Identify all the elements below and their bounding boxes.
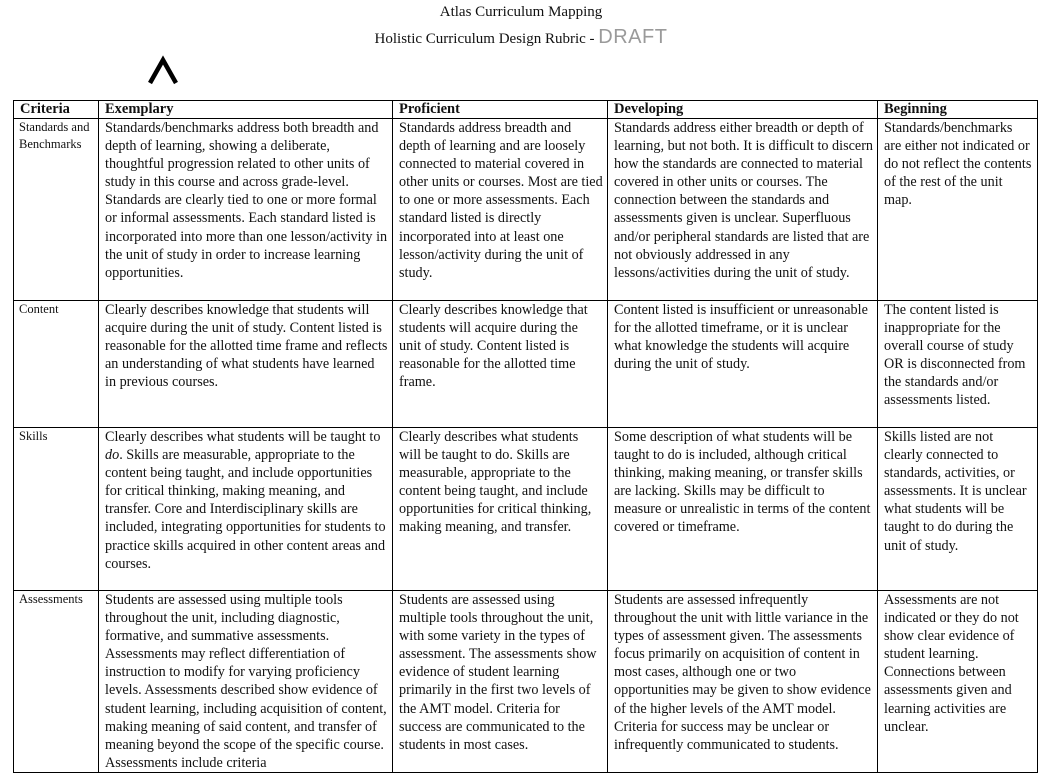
header-beginning: Beginning — [878, 101, 1038, 119]
table-row — [14, 119, 1038, 301]
table-row — [14, 428, 1038, 591]
criteria-cell: Content — [14, 301, 99, 428]
beginning-cell: Skills listed are not clearly connected to standards, activities, or assessments. It is unclear what students will be taught to do during the unit of study. — [878, 428, 1038, 591]
exemplary-cell: Standards/benchmarks address both breadth and depth of learning, showing a deliberate, thoughtful progression related to other units of study in this course and across grade-level. Standards are clearly tied to one or more formal or informal assessments. Each standard listed is incorporated into more than one lesson/activity in the unit of study in order to increase learning opportunities. — [99, 119, 393, 301]
developing-cell: Standards address either breadth or depth of learning, but not both. It is difficult to discern how the standards are connected to material covered in other units or courses. The connection between the standards and assessments given is unclear. Superfluous and/or peripheral standards are listed that are not obviously addressed in any lessons/activities during the unit of study. — [608, 119, 878, 301]
criteria-cell: Skills — [14, 428, 99, 591]
exemplary-text-start: Clearly describes what students will be taught to — [105, 429, 381, 445]
subtitle-text: Holistic Curriculum Design Rubric - — [374, 31, 599, 47]
beginning-cell: Standards/benchmarks are either not indicated or do not reflect the contents of the rest of the unit map. — [878, 119, 1038, 301]
emphasis-do: do — [105, 447, 120, 464]
proficient-cell: Clearly describes what students will be taught to do. Skills are measurable, appropriate to the content being taught, and include opportunities for critical thinking, making meaning, and transfer. — [393, 428, 608, 591]
exemplary-cell: Students are assessed using multiple tools throughout the unit, including diagnostic, formative, and summative assessments. Assessments may reflect differentiation of instruction to modify for varying proficiency levels. Assessments described show evidence of student learning, including acquisition of content, making meaning of said content, and transfer of meaning beyond the scope of the specific course. Assessments include criteria — [99, 591, 393, 773]
criteria-cell: Standards and Benchmarks — [14, 119, 99, 301]
document-title: Atlas Curriculum Mapping — [439, 4, 603, 20]
developing-cell: Students are assessed infrequently throughout the unit with little variance in the types of assessment given. The assessments focus primarily on acquisition of content in most cases, although one or two opportunities may be given to show evidence of the higher levels of the AMT model. Criteria for success may be unclear or infrequently communicated to students. — [608, 591, 878, 773]
rubric-table — [13, 100, 1038, 773]
proficient-cell: Standards address breadth and depth of learning and are loosely connected to material covered in other units or courses. Most are tied to one or more assessments. Each standard listed is directly incorporated into at least one lesson/activity during the unit of study. — [393, 119, 608, 301]
header-proficient: Proficient — [393, 101, 608, 119]
header-criteria: Criteria — [14, 101, 99, 119]
header-developing: Developing — [608, 101, 878, 119]
table-header-row — [14, 101, 1038, 119]
proficient-cell: Students are assessed using multiple tools throughout the unit, with some variety in the types of assessment. The assessments show evidence of student learning primarily in the first two levels of the AMT model. Criteria for success are communicated to the students in most cases. — [393, 591, 608, 773]
proficient-cell: Clearly describes knowledge that students will acquire during the unit of study. Content listed is reasonable for the allotted time frame. — [393, 301, 608, 428]
developing-cell: Some description of what students will be taught to do is included, although critical thinking, making meaning, or transfer skills are lacking. Skills may be difficult to measure or unrealistic in terms of the content covered or timeframe. — [608, 428, 878, 591]
beginning-cell: Assessments are not indicated or they do not show clear evidence of student learning. Connections between assessments given and learning activities are unclear. — [878, 591, 1038, 773]
beginning-cell: The content listed is inappropriate for the overall course of study OR is disconnected from the standards and/or assessments listed. — [878, 301, 1038, 428]
developing-cell: Content listed is insufficient or unreasonable for the allotted timeframe, or it is unclear what knowledge the students will acquire during the unit of study. — [608, 301, 878, 428]
document-subtitle — [0, 26, 1042, 50]
exemplary-cell — [99, 428, 393, 591]
caret-up-icon — [145, 52, 181, 88]
table-row — [14, 591, 1038, 773]
exemplary-cell: Clearly describes knowledge that students will acquire during the unit of study. Content listed is reasonable for the allotted time frame and reflects an understanding of what students have learned in previous courses. — [99, 301, 393, 428]
header-exemplary: Exemplary — [99, 101, 393, 119]
criteria-cell: Assessments — [14, 591, 99, 773]
table-row — [14, 301, 1038, 428]
exemplary-text-end: . Skills are measurable, appropriate to the content being taught, and include opportunities for critical thinking, making meaning, and transfer. Core and Interdisciplinary skills are included, integrating opportunities for students to practice skills acquired in other content areas and courses. — [105, 447, 386, 572]
draft-label: DRAFT — [598, 26, 668, 48]
